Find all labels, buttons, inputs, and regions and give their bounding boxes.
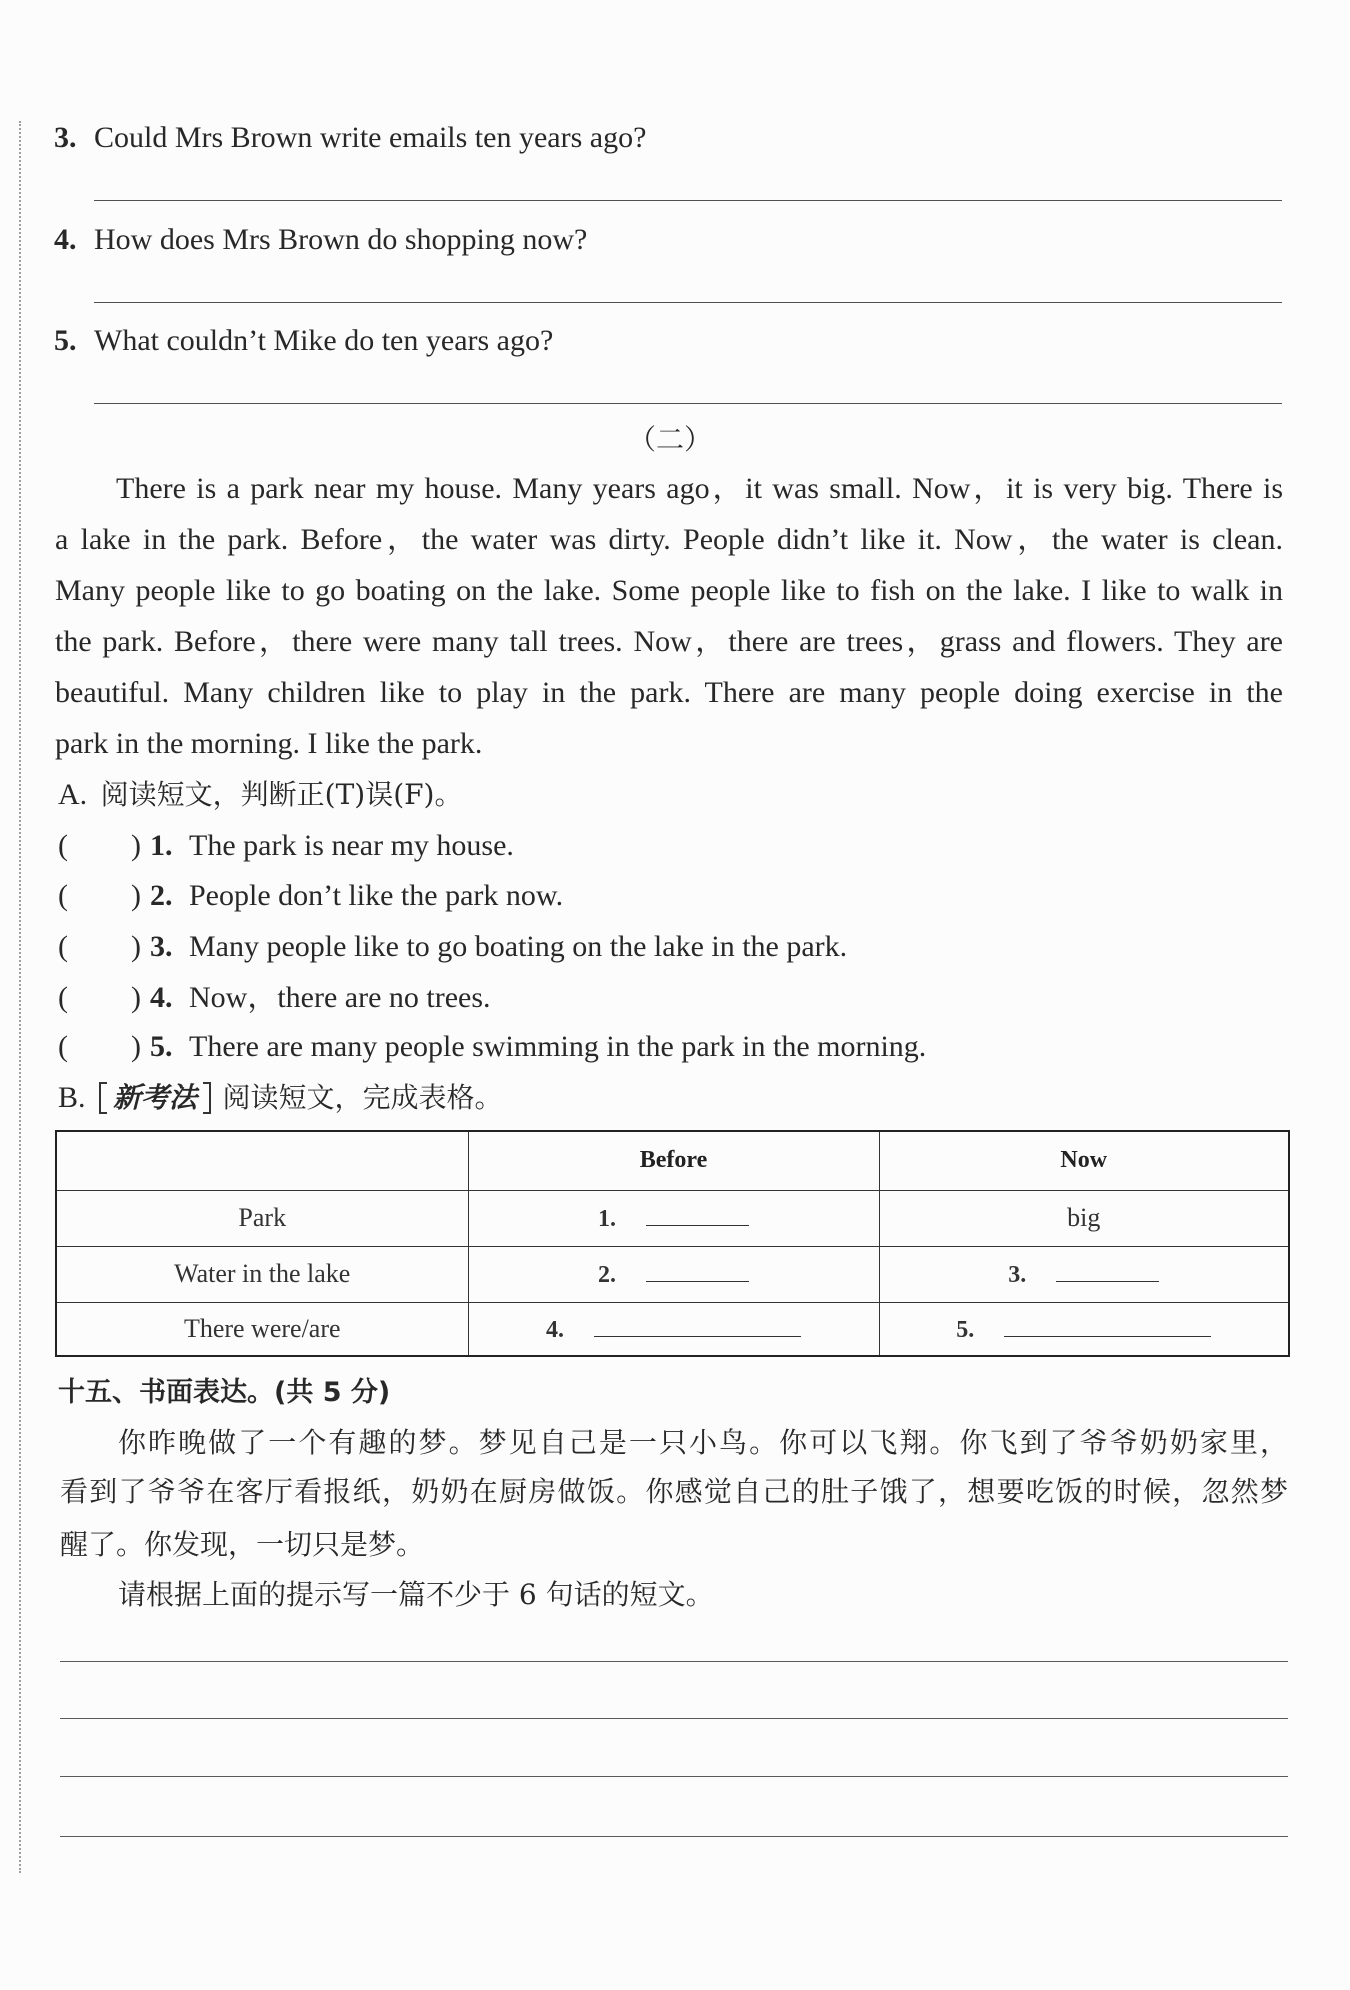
item-text: The park is near my house.: [189, 829, 514, 862]
writing-prompt-line: 你昨晚做了一个有趣的梦。梦见自己是一只小鸟。你可以飞翔。你飞到了爷爷奶奶家里，: [118, 1426, 1288, 1459]
question-number: 5.: [54, 324, 77, 357]
passage-line: the park. Before，there were many tall trees. Now，there are trees，grass and flowers. They are: [55, 625, 1283, 658]
writing-line: [60, 1661, 1288, 1662]
item-number: 4.: [150, 981, 173, 1014]
writing-instruction: 请根据上面的提示写一篇不少于 6 句话的短文。: [118, 1578, 714, 1611]
part-b-label: B.: [58, 1081, 86, 1114]
cell-before: [468, 1246, 879, 1302]
item-number: 3.: [150, 930, 173, 963]
part-b-instruction-line: [58, 1076, 858, 1120]
row-label: Park: [56, 1190, 468, 1246]
answer-bracket-open: (: [58, 1030, 68, 1063]
true-false-item: [58, 976, 1258, 1020]
table-corner-cell: [56, 1131, 468, 1190]
true-false-item: [58, 925, 1258, 969]
item-number: 1.: [150, 829, 173, 862]
before-now-table: [55, 1130, 1290, 1357]
question-text: How does Mrs Brown do shopping now?: [94, 223, 588, 256]
answer-blank: [646, 1207, 749, 1226]
writing-section-heading: 十五、书面表达。(共 5 分): [58, 1377, 391, 1408]
answer-bracket-open: (: [58, 981, 68, 1014]
row-label: There were/are: [56, 1302, 468, 1356]
table-header-row: [56, 1131, 1289, 1190]
part-a-label: A.: [58, 778, 88, 811]
answer-bracket-close: ): [131, 981, 141, 1014]
answer-bracket-open: (: [58, 930, 68, 963]
writing-line: [60, 1776, 1288, 1777]
binding-margin-dotted-line: [19, 121, 21, 1873]
item-number: 2.: [150, 879, 173, 912]
answer-line: [94, 200, 1282, 201]
cell-now: [879, 1246, 1289, 1302]
cell-before: [468, 1190, 879, 1246]
blank-number: 3.: [1008, 1262, 1027, 1288]
cell-now: [879, 1302, 1289, 1356]
blank-number: 1.: [598, 1206, 616, 1232]
item-text: People don’t like the park now.: [189, 879, 564, 912]
answer-bracket-open: (: [58, 879, 68, 912]
passage-heading: （二）: [627, 423, 712, 456]
question-5: [54, 319, 1284, 363]
answer-blank: [1004, 1318, 1211, 1337]
part-a-instruction: 阅读短文，判断正(T)误(F)。: [100, 778, 463, 811]
answer-line: [94, 403, 1282, 404]
writing-line: [60, 1836, 1288, 1837]
true-false-item: [58, 874, 1258, 918]
question-number: 4.: [54, 223, 77, 256]
passage-line: park in the morning. I like the park.: [55, 727, 483, 760]
passage-line: beautiful. Many children like to play in the park. There are many people doing exercise in the: [55, 676, 1283, 709]
new-question-type-tag: 新考法: [99, 1076, 211, 1120]
blank-number: 5.: [956, 1316, 975, 1343]
answer-line: [94, 302, 1282, 303]
column-header-now: Now: [879, 1131, 1289, 1190]
blank-number: 2.: [598, 1262, 616, 1288]
table-row: [56, 1246, 1289, 1302]
writing-line: [60, 1718, 1288, 1719]
answer-bracket-close: ): [131, 879, 141, 912]
answer-blank: [1056, 1263, 1159, 1282]
blank-number: 4.: [546, 1316, 564, 1343]
cell-now: big: [879, 1190, 1289, 1246]
passage-line: a lake in the park. Before，the water was dirty. People didn’t like it. Now，the water is clean.: [55, 523, 1283, 556]
passage-line: Many people like to go boating on the lake. Some people like to fish on the lake. I like to walk in: [55, 574, 1283, 607]
passage-line: There is a park near my house. Many years ago，it was small. Now，it is very big. There is: [116, 472, 1283, 505]
table-row: [56, 1190, 1289, 1246]
column-header-before: Before: [468, 1131, 879, 1190]
writing-prompt-line: 看到了爷爷在客厅看报纸，奶奶在厨房做饭。你感觉自己的肚子饿了，想要吃饭的时候，忽然梦: [60, 1475, 1288, 1508]
table-row: [56, 1302, 1289, 1356]
answer-blank: [646, 1263, 749, 1282]
question-number: 3.: [54, 121, 77, 154]
cell-before: [468, 1302, 879, 1356]
item-text: Now，there are no trees.: [189, 981, 491, 1014]
question-text: Could Mrs Brown write emails ten years ago?: [94, 121, 647, 154]
item-number: 5.: [150, 1030, 173, 1063]
true-false-item: [58, 824, 1258, 868]
answer-blank: [594, 1318, 801, 1337]
answer-bracket-open: (: [58, 829, 68, 862]
answer-bracket-close: ): [131, 1030, 141, 1063]
row-label: Water in the lake: [56, 1246, 468, 1302]
true-false-item: [58, 1025, 1258, 1069]
question-4: [54, 218, 1284, 262]
part-b-instruction: 阅读短文，完成表格。: [222, 1081, 503, 1114]
writing-prompt-line: 醒了。你发现，一切只是梦。: [60, 1528, 425, 1561]
item-text: There are many people swimming in the park in the morning.: [189, 1030, 927, 1063]
part-a-instruction-line: [58, 773, 758, 817]
item-text: Many people like to go boating on the lake in the park.: [189, 930, 848, 963]
answer-bracket-close: ): [131, 829, 141, 862]
answer-bracket-close: ): [131, 930, 141, 963]
question-3: [54, 116, 1284, 160]
question-text: What couldn’t Mike do ten years ago?: [94, 324, 554, 357]
